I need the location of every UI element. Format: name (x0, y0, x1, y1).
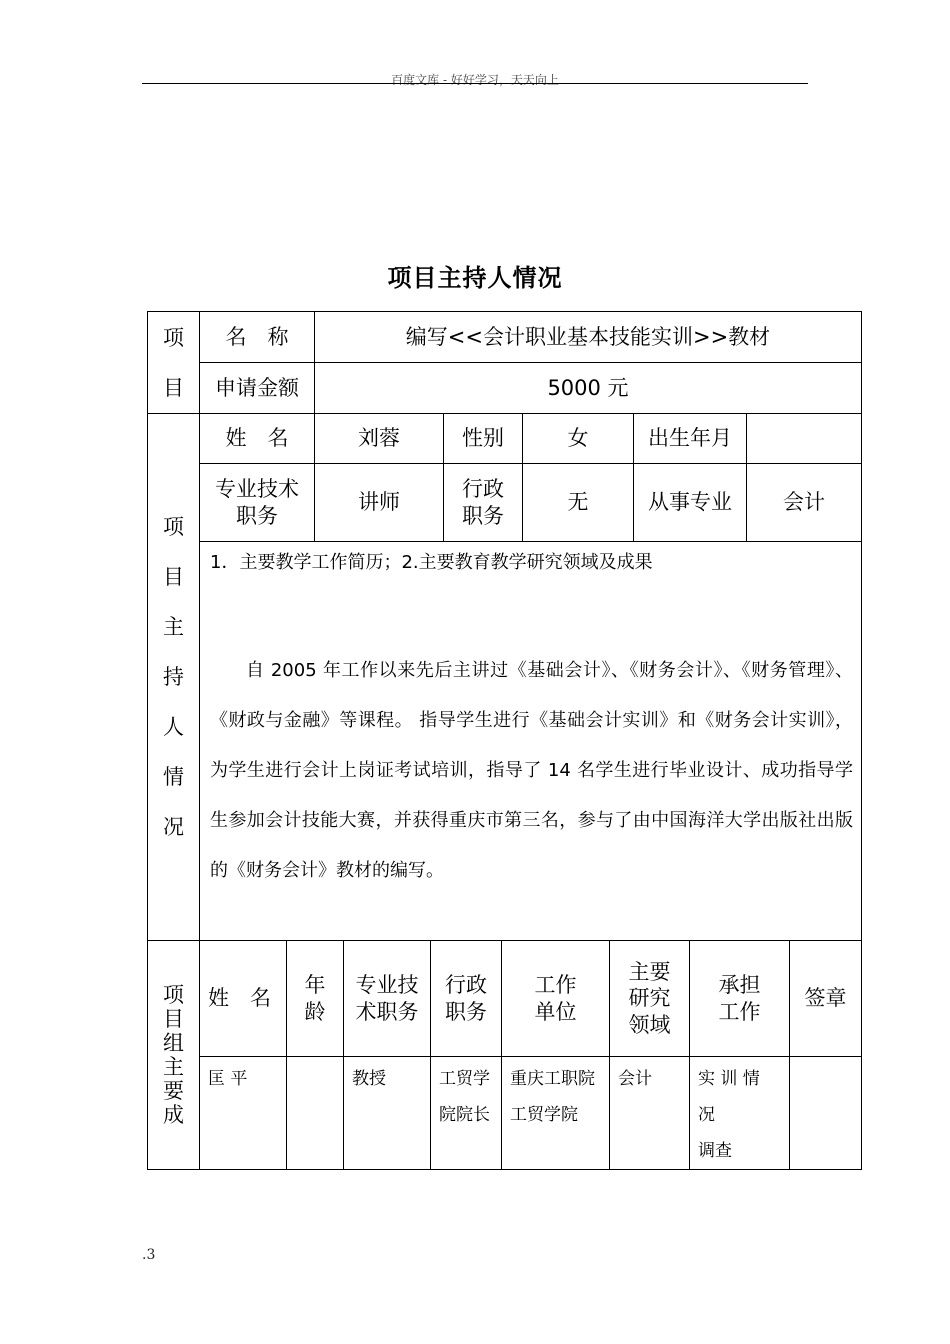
field-value: 会计 (747, 464, 862, 542)
job-title-label: 专业技术 职务 (200, 464, 315, 542)
host-section-label: 项 目 主 持 人 情 况 (148, 414, 200, 941)
team-header-name: 姓 名 (200, 941, 287, 1057)
page-header: 百度文库 - 好好学习，天天向上 (391, 73, 559, 87)
job-title-value: 讲师 (315, 464, 444, 542)
member-title: 教授 (344, 1057, 431, 1170)
birth-label: 出生年月 (634, 414, 747, 464)
page-number: .3 (142, 1247, 156, 1263)
project-name-value: 编写<<会计职业基本技能实训>>教材 (315, 312, 862, 363)
project-section-label: 项 目 (148, 312, 200, 414)
amount-label: 申请金额 (200, 363, 315, 414)
host-name-label: 姓 名 (200, 414, 315, 464)
member-age (287, 1057, 344, 1170)
team-header-research: 主要 研究 领域 (610, 941, 690, 1057)
host-name-value: 刘蓉 (315, 414, 444, 464)
team-section-label: 项 目 组 主 要 成 (148, 941, 200, 1170)
birth-value (747, 414, 862, 464)
host-bio (200, 542, 862, 941)
member-sign (790, 1057, 862, 1170)
bio-text: 自 2005 年工作以来先后主讲过《基础会计》、《财务会计》、《财务管理》、《财政与金融》等课程。 指导学生进行《基础会计实训》和《财务会计实训》，为学生进行会计上岗证考试培训，指导了 14 名学生进行毕业设计、成功指导学生参加会计技能大赛，并获得重庆市第三名，参与了由中国海洋大学出版社出版的《财务会计》教材的编写。 (210, 660, 853, 881)
team-header-sign: 签章 (790, 941, 862, 1057)
team-table (147, 940, 862, 1170)
admin-title-label: 行政 职务 (444, 464, 523, 542)
admin-title-value: 无 (523, 464, 634, 542)
gender-value: 女 (523, 414, 634, 464)
field-label: 从事专业 (634, 464, 747, 542)
member-unit: 重庆工职院 工贸学院 (502, 1057, 610, 1170)
member-research: 会计 (610, 1057, 690, 1170)
header-rule (142, 83, 808, 84)
member-admin: 工贸学 院院长 (431, 1057, 502, 1170)
table-row (148, 1057, 862, 1170)
member-name: 匡 平 (200, 1057, 287, 1170)
team-header-age: 年 龄 (287, 941, 344, 1057)
project-name-label: 名 称 (200, 312, 315, 363)
team-header-work: 承担 工作 (690, 941, 790, 1057)
gender-label: 性别 (444, 414, 523, 464)
member-work: 实 训 情 况 调查 (690, 1057, 790, 1170)
page-title: 项目主持人情况 (387, 264, 563, 292)
amount-value: 5000 元 (315, 363, 862, 414)
team-header-admin: 行政 职务 (431, 941, 502, 1057)
team-header-title: 专业技 术职务 (344, 941, 431, 1057)
bio-heading: 1．主要教学工作简历；2.主要教育教学研究领域及成果 (210, 552, 653, 573)
host-info-table (147, 311, 862, 941)
team-header-unit: 工作 单位 (502, 941, 610, 1057)
